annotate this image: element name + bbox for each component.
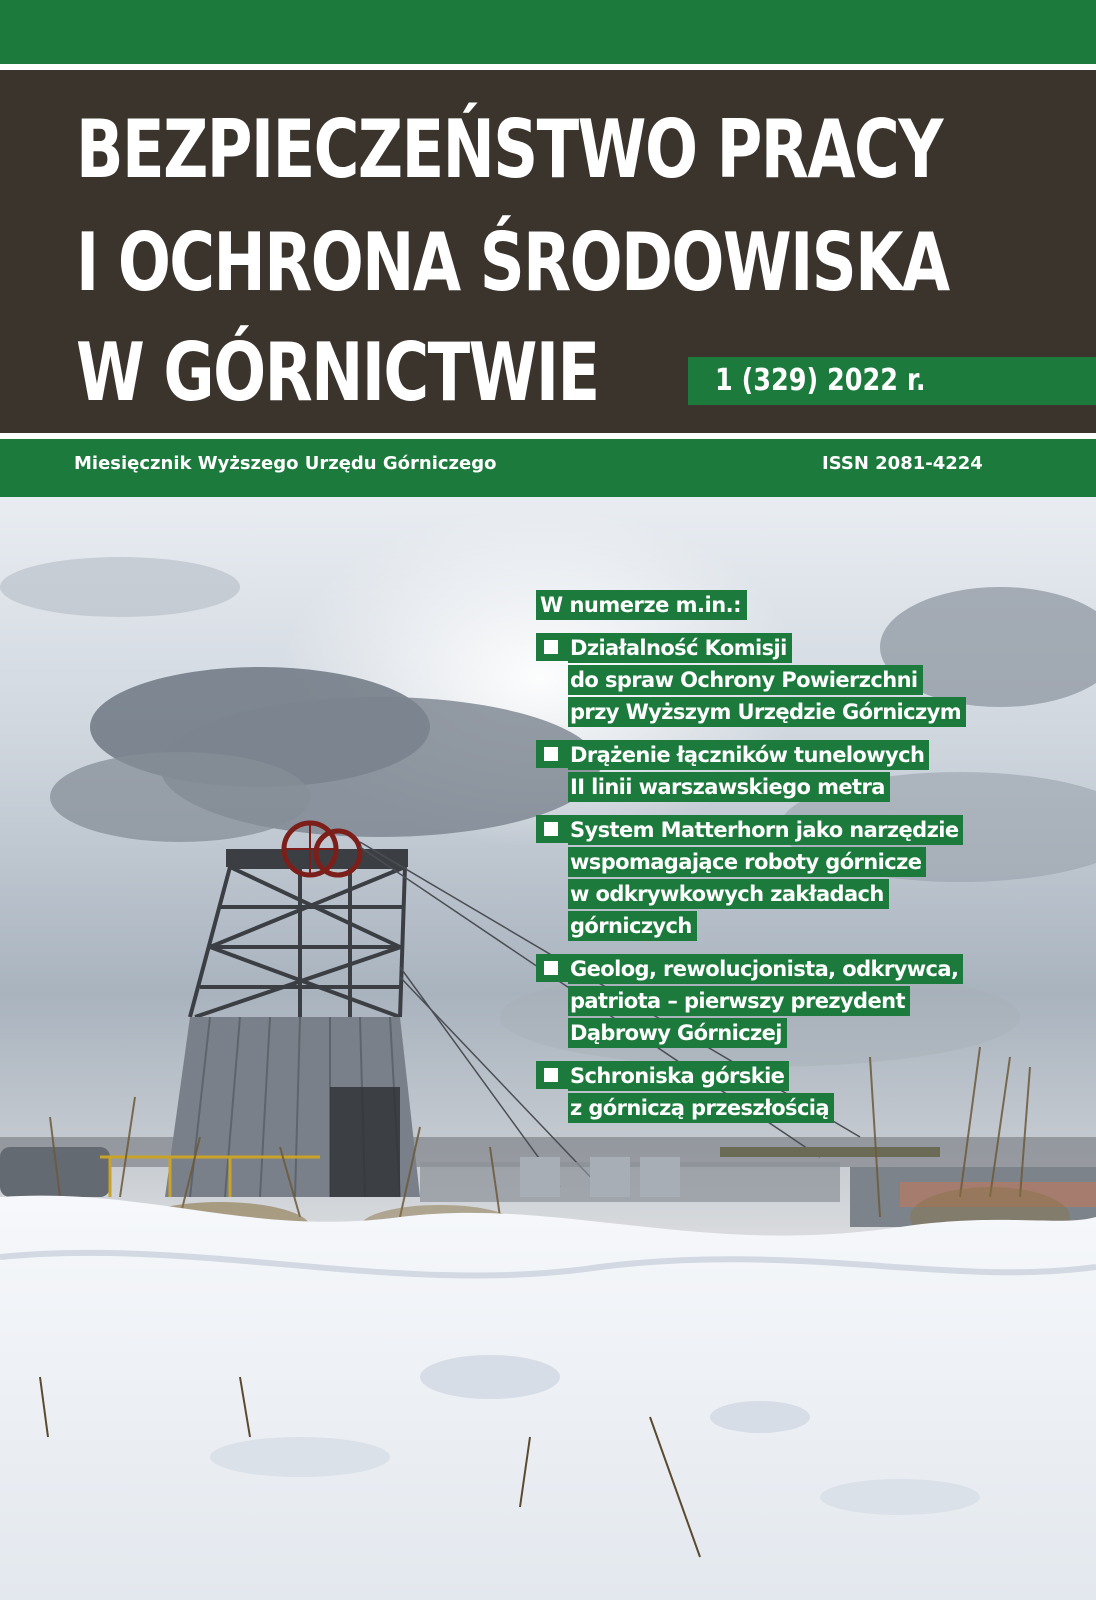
journal-title-line-3: W GÓRNICTWIE (76, 326, 599, 419)
issn-number: ISSN 2081-4224 (822, 453, 983, 474)
square-bullet-icon (536, 633, 568, 661)
top-green-band (0, 0, 1096, 64)
table-of-contents (536, 590, 1056, 1125)
contents-item-4-line-1: Geolog, rewolucjonista, odkrywca, (568, 954, 963, 984)
contents-item-3 (536, 815, 1056, 941)
publisher-subtitle: Miesięcznik Wyższego Urzędu Górniczego (74, 453, 497, 474)
contents-item-4 (536, 954, 1056, 1048)
contents-item-3-line-1: System Matterhorn jako narzędzie (568, 815, 963, 845)
contents-item-2-line-2: II linii warszawskiego metra (568, 772, 890, 802)
journal-title-line-1: BEZPIECZEŃSTWO PRACY (76, 103, 942, 196)
contents-item-5-line-1: Schroniska górskie (568, 1061, 789, 1091)
square-bullet-icon (536, 815, 568, 843)
contents-item-1-line-1: Działalność Komisji (568, 633, 792, 663)
contents-item-4-line-3: Dąbrowy Górniczej (568, 1018, 787, 1048)
contents-item-1 (536, 633, 1056, 727)
square-bullet-icon (536, 740, 568, 768)
contents-item-1-line-2: do spraw Ochrony Powierzchni (568, 665, 923, 695)
contents-item-3-line-2: wspomagające roboty górnicze (568, 847, 926, 877)
issue-number: 1 (329) 2022 r. (715, 363, 926, 398)
contents-heading: W numerze m.in.: (536, 590, 747, 620)
contents-item-1-line-3: przy Wyższym Urzędzie Górniczym (568, 697, 966, 727)
square-bullet-icon (536, 1061, 568, 1089)
contents-item-2 (536, 740, 1056, 802)
square-bullet-icon (536, 954, 568, 982)
journal-title-line-2: I OCHRONA ŚRODOWISKA (76, 216, 949, 309)
contents-item-5 (536, 1061, 1056, 1123)
contents-item-4-line-2: patriota – pierwszy prezydent (568, 986, 910, 1016)
contents-item-3-line-4: górniczych (568, 911, 697, 941)
contents-item-2-line-1: Drążenie łączników tunelowych (568, 740, 929, 770)
contents-item-3-line-3: w odkrywkowych zakładach (568, 879, 889, 909)
contents-item-5-line-2: z górniczą przeszłością (568, 1093, 834, 1123)
